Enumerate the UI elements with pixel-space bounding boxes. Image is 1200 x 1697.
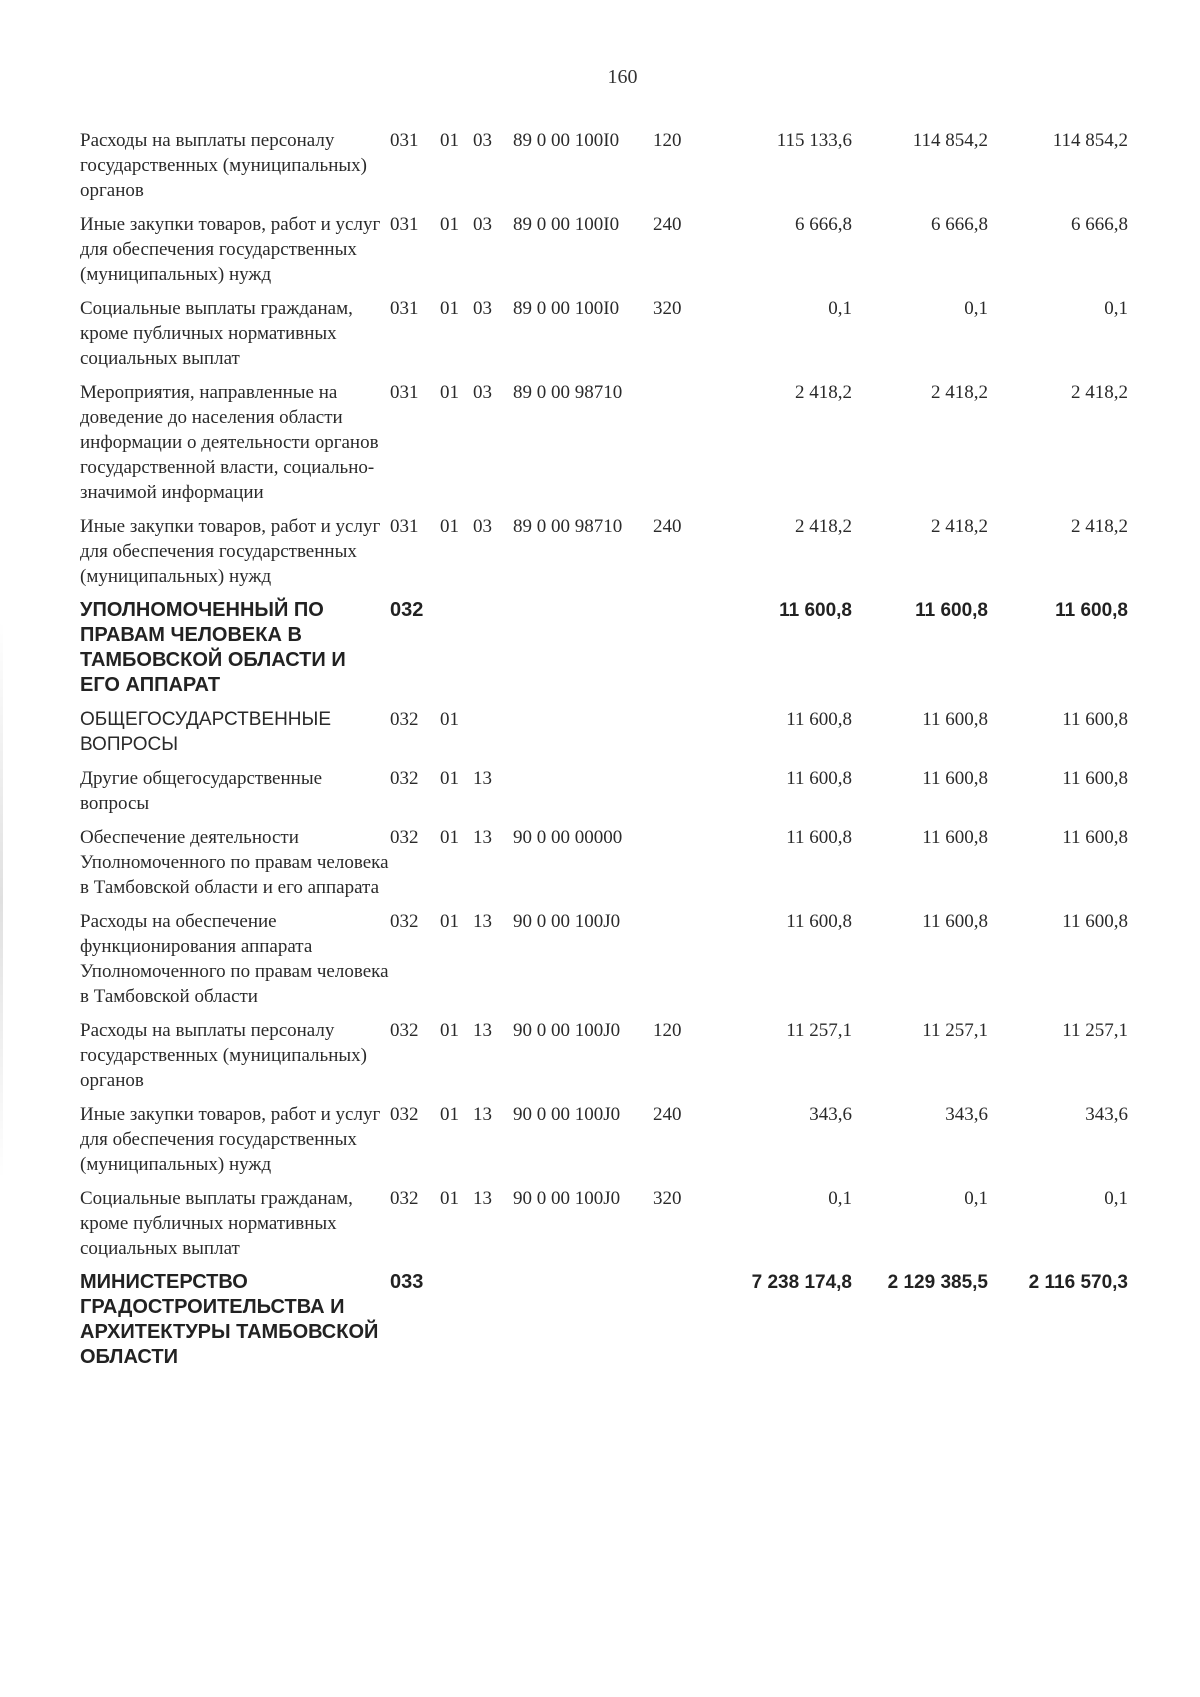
row-sum-1: 11 600,8 <box>779 600 852 621</box>
row-name: Иные закупки товаров, работ и услуг для обеспечения государственных (муниципальных) нужд <box>80 1104 381 1175</box>
table-row <box>80 909 1170 1009</box>
row-sum-2: 343,6 <box>945 1104 988 1125</box>
table-row <box>80 1186 1170 1261</box>
row-rz: 01 <box>440 130 459 151</box>
table-row <box>80 825 1170 900</box>
row-gr: 031 <box>390 382 419 403</box>
row-sum-1: 343,6 <box>809 1104 852 1125</box>
row-csr: 89 0 00 98710 <box>513 382 623 403</box>
row-gr: 032 <box>390 709 419 730</box>
row-sum-2: 6 666,8 <box>931 214 988 235</box>
row-name: Расходы на обеспечение функционирования аппарата Уполномоченного по правам человека в Тамбовской области <box>80 911 389 1007</box>
row-csr: 90 0 00 100J0 <box>513 1020 621 1041</box>
row-sum-3: 11 600,8 <box>1062 768 1128 789</box>
table-row <box>80 514 1170 589</box>
row-sum-3: 343,6 <box>1085 1104 1128 1125</box>
row-name: Мероприятия, направленные на доведение до населения области информации о деятельности органов государственной власти, социально-значимой информации <box>80 382 379 503</box>
row-sum-1: 11 600,8 <box>786 709 852 730</box>
row-vr: 240 <box>653 1104 682 1125</box>
row-pr: 03 <box>473 516 492 537</box>
row-sum-2: 11 600,8 <box>922 709 988 730</box>
row-sum-2: 0,1 <box>964 1188 988 1209</box>
row-name: МИНИСТЕРСТВО ГРАДОСТРОИТЕЛЬСТВА И АРХИТЕКТУРЫ ТАМБОВСКОЙ ОБЛАСТИ <box>80 1271 379 1368</box>
row-sum-1: 0,1 <box>828 298 852 319</box>
row-rz: 01 <box>440 1020 459 1041</box>
row-rz: 01 <box>440 709 459 730</box>
row-name: Обеспечение деятельности Уполномоченного по правам человека в Тамбовской области и его аппарата <box>80 827 389 898</box>
row-gr: 032 <box>390 827 419 848</box>
row-gr: 031 <box>390 516 419 537</box>
row-name: УПОЛНОМОЧЕННЫЙ ПО ПРАВАМ ЧЕЛОВЕКА В ТАМБОВСКОЙ ОБЛАСТИ И ЕГО АППАРАТ <box>80 599 346 696</box>
row-sum-2: 2 129 385,5 <box>887 1272 988 1293</box>
row-pr: 03 <box>473 214 492 235</box>
row-vr: 240 <box>653 214 682 235</box>
row-csr: 89 0 00 98710 <box>513 516 623 537</box>
table-row-section <box>80 707 1170 757</box>
row-rz: 01 <box>440 768 459 789</box>
row-vr: 320 <box>653 1188 682 1209</box>
table-row <box>80 296 1170 371</box>
row-name: ОБЩЕГОСУДАРСТВЕННЫЕ ВОПРОСЫ <box>80 709 332 755</box>
row-sum-1: 11 600,8 <box>786 827 852 848</box>
row-rz: 01 <box>440 382 459 403</box>
row-vr: 120 <box>653 130 682 151</box>
row-rz: 01 <box>440 298 459 319</box>
row-sum-1: 2 418,2 <box>795 516 852 537</box>
table-row <box>80 380 1170 505</box>
row-csr: 89 0 00 100I0 <box>513 130 620 151</box>
row-sum-2: 11 600,8 <box>922 911 988 932</box>
row-csr: 90 0 00 100J0 <box>513 1104 621 1125</box>
row-gr: 032 <box>390 911 419 932</box>
row-vr: 240 <box>653 516 682 537</box>
row-name: Иные закупки товаров, работ и услуг для обеспечения государственных (муниципальных) нужд <box>80 516 381 587</box>
row-gr: 032 <box>390 1188 419 1209</box>
row-sum-1: 11 600,8 <box>786 911 852 932</box>
row-pr: 13 <box>473 1188 492 1209</box>
row-gr: 031 <box>390 298 419 319</box>
row-gr: 033 <box>390 1271 424 1293</box>
row-name: Расходы на выплаты персоналу государственных (муниципальных) органов <box>80 130 367 201</box>
row-rz: 01 <box>440 1104 459 1125</box>
row-sum-2: 11 257,1 <box>922 1020 988 1041</box>
row-sum-3: 2 418,2 <box>1071 382 1128 403</box>
row-csr: 90 0 00 100J0 <box>513 911 621 932</box>
row-csr: 90 0 00 00000 <box>513 827 623 848</box>
row-csr: 89 0 00 100I0 <box>513 298 620 319</box>
row-gr: 031 <box>390 130 419 151</box>
row-sum-2: 11 600,8 <box>922 768 988 789</box>
row-pr: 13 <box>473 768 492 789</box>
row-sum-3: 11 600,8 <box>1062 911 1128 932</box>
row-vr: 120 <box>653 1020 682 1041</box>
table-row <box>80 1018 1170 1093</box>
row-pr: 03 <box>473 298 492 319</box>
row-sum-2: 2 418,2 <box>931 382 988 403</box>
table-row-department <box>80 1270 1170 1370</box>
row-sum-1: 11 600,8 <box>786 768 852 789</box>
row-gr: 032 <box>390 768 419 789</box>
row-pr: 13 <box>473 911 492 932</box>
row-pr: 03 <box>473 130 492 151</box>
row-gr: 031 <box>390 214 419 235</box>
row-sum-1: 2 418,2 <box>795 382 852 403</box>
row-sum-1: 7 238 174,8 <box>751 1272 852 1293</box>
row-sum-1: 0,1 <box>828 1188 852 1209</box>
row-sum-3: 114 854,2 <box>1052 130 1128 151</box>
row-vr: 320 <box>653 298 682 319</box>
row-rz: 01 <box>440 214 459 235</box>
row-sum-3: 2 116 570,3 <box>1028 1272 1128 1293</box>
row-name: Другие общегосударственные вопросы <box>80 768 323 814</box>
row-sum-2: 2 418,2 <box>931 516 988 537</box>
row-rz: 01 <box>440 827 459 848</box>
row-sum-2: 11 600,8 <box>922 827 988 848</box>
row-sum-3: 11 600,8 <box>1062 827 1128 848</box>
row-pr: 03 <box>473 382 492 403</box>
row-sum-3: 11 600,8 <box>1055 600 1128 621</box>
row-name: Социальные выплаты гражданам, кроме публичных нормативных социальных выплат <box>80 298 353 369</box>
table-row <box>80 212 1170 287</box>
page-number: 160 <box>607 66 638 88</box>
row-sum-3: 11 600,8 <box>1062 709 1128 730</box>
row-pr: 13 <box>473 827 492 848</box>
row-sum-2: 0,1 <box>964 298 988 319</box>
row-rz: 01 <box>440 911 459 932</box>
table-row <box>80 128 1170 203</box>
row-name: Социальные выплаты гражданам, кроме публичных нормативных социальных выплат <box>80 1188 353 1259</box>
row-sum-2: 11 600,8 <box>915 600 988 621</box>
row-pr: 13 <box>473 1020 492 1041</box>
row-rz: 01 <box>440 1188 459 1209</box>
row-sum-1: 11 257,1 <box>786 1020 852 1041</box>
row-name: Иные закупки товаров, работ и услуг для обеспечения государственных (муниципальных) нужд <box>80 214 381 285</box>
row-rz: 01 <box>440 516 459 537</box>
row-sum-2: 114 854,2 <box>912 130 988 151</box>
table-row <box>80 1102 1170 1177</box>
row-name: Расходы на выплаты персоналу государственных (муниципальных) органов <box>80 1020 367 1091</box>
row-csr: 89 0 00 100I0 <box>513 214 620 235</box>
row-csr: 90 0 00 100J0 <box>513 1188 621 1209</box>
row-sum-3: 6 666,8 <box>1071 214 1128 235</box>
row-sum-3: 2 418,2 <box>1071 516 1128 537</box>
row-sum-3: 0,1 <box>1104 1188 1128 1209</box>
row-sum-1: 6 666,8 <box>795 214 852 235</box>
row-gr: 032 <box>390 1020 419 1041</box>
row-gr: 032 <box>390 1104 419 1125</box>
row-pr: 13 <box>473 1104 492 1125</box>
budget-table <box>80 128 1170 1379</box>
scan-edge-shadow <box>0 620 3 1180</box>
table-row-department <box>80 598 1170 698</box>
row-sum-1: 115 133,6 <box>776 130 852 151</box>
row-gr: 032 <box>390 599 424 621</box>
table-row <box>80 766 1170 816</box>
row-sum-3: 0,1 <box>1104 298 1128 319</box>
row-sum-3: 11 257,1 <box>1062 1020 1128 1041</box>
